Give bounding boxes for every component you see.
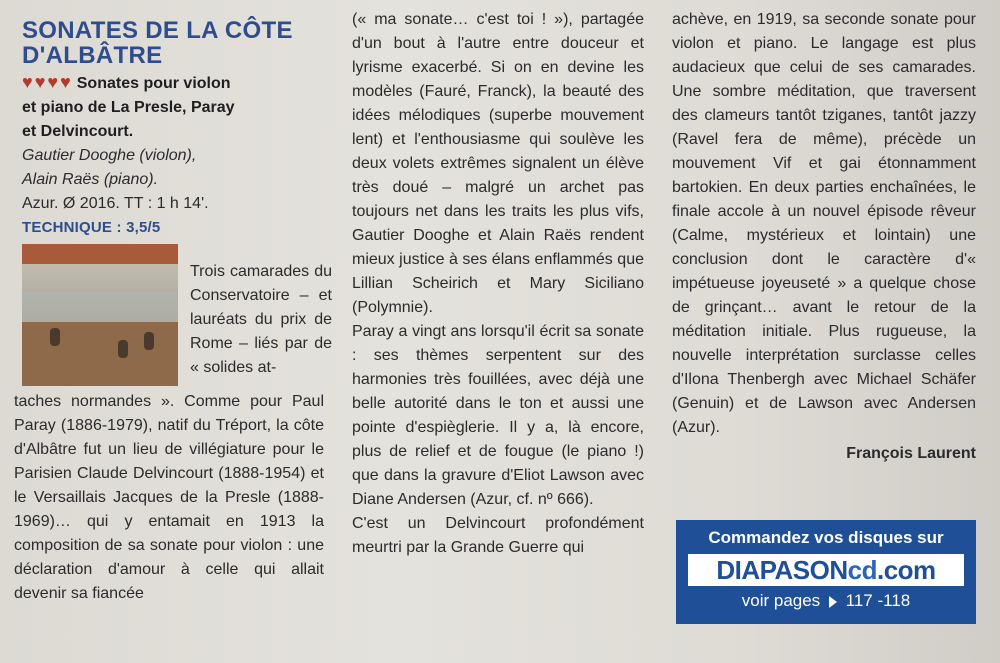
performers-line-2: Alain Raës (piano). [22,171,159,188]
cover-row [22,242,332,390]
arrow-right-icon [829,596,837,608]
pages-prefix: voir pages [741,591,821,610]
order-promo-box[interactable] [676,520,976,624]
paragraph-1: (« ma sonate… c'est toi ! »), partagée d'un bout à l'autre entre douceur et lyrisme exacerbé. Si on en devine les modèles (Fauré, Franck), la beauté des idées mélodiques (superbe mouvement lent) et l'enthousiasme qui soulève les deux volets extrêmes signalent un élève très doué – malgré un archet pas toujours net dans les traits les plus vifs, Gautier Dooghe et Alain Raës rendent mieux justice à ses élans enflammés que Lillian Scheirich et Mary Siciliano (Polymnie). [352,11,644,316]
author-name: François Laurent [846,445,976,462]
subtitle-part-1: Sonates pour violon [76,75,231,92]
label-info: Azur. Ø 2016. TT : 1 h 14'. [22,195,209,212]
rating-stars: ♥♥♥♥ [22,72,73,92]
intro-text-wrapped: Trois camarades du Conservatoire – et lauréats du prix de Rome – liés par de « solides at- [190,263,332,376]
subtitle-part-3: et Delvincourt. [22,123,134,140]
title-line-2: D'ALBÂTRE [22,42,163,69]
promo-heading: Commandez vos disques sur [708,528,944,547]
album-cover-image [22,244,178,386]
title-line-1: SONATES DE LA CÔTE [22,17,293,44]
paragraph-3: C'est un Delvincourt profondément meurtri par la Grande Guerre qui [352,515,644,556]
promo-pages [676,588,976,614]
column-1-text: taches normandes ». Comme pour Paul Paray (1886-1979), natif du Tréport, la côte d'Albâtre fut un lieu de villégiature pour le Parisien Claude Delvincourt (1888-1954) et le Versaillais Jacques de la Presle (1888-1969)… qui y entamait en 1913 la composition de sa sonate pour violon : une déclaration d'amour à celle qui allait devenir sa fiancée [14,393,324,602]
technique-rating: TECHNIQUE : 3,5/5 [22,219,161,236]
subtitle-part-2: et piano de La Presle, Paray [22,99,235,116]
paragraph-2: Paray a vingt ans lorsqu'il écrit sa sonate : ses thèmes serpentent sur des harmonies très fouillées, avec déjà une belle autorité dans le ton et aussi une pointe d'espièglerie. Il y a, là encore, plus de relief et de fougue (le piano !) que dans la gravure d'Eliot Lawson avec Diane Andersen (Azur, cf. nº 666). [352,323,644,508]
column-1 [14,8,332,606]
review-title [22,18,324,68]
column-3-text: achève, en 1919, sa seconde sonate pour violon et piano. Le langage est plus audacieux que celui de ses camarades. Une sombre méditation, que traversent des clameurs tantôt tziganes, tantôt jazzy (Ravel fera de même), précède un mouvement Vif et gai étonnamment bartokien. En deux parties enchaînées, le finale accole à un nouvel épisode rêveur (Calme, mystérieux et lointain) une conclusion dont le caractère d'« impétueuse joyeuseté » a quelque chose de grinçant… avant le retour de la méditation initiale. Plus rugueuse, la nouvelle interprétation surclasse celles d'Ilona Thenbergh avec Michael Schäfer (Genuin) et de Lawson avec Andersen (Azur). [672,11,976,436]
diapasoncd-logo: DIAPASONcd.com [688,554,964,586]
column-3 [672,8,976,466]
review-subtitle [22,70,324,144]
column-2 [352,8,644,560]
performers-line-1: Gautier Dooghe (violon), [22,147,197,164]
pages-range: 117 -118 [845,591,911,610]
